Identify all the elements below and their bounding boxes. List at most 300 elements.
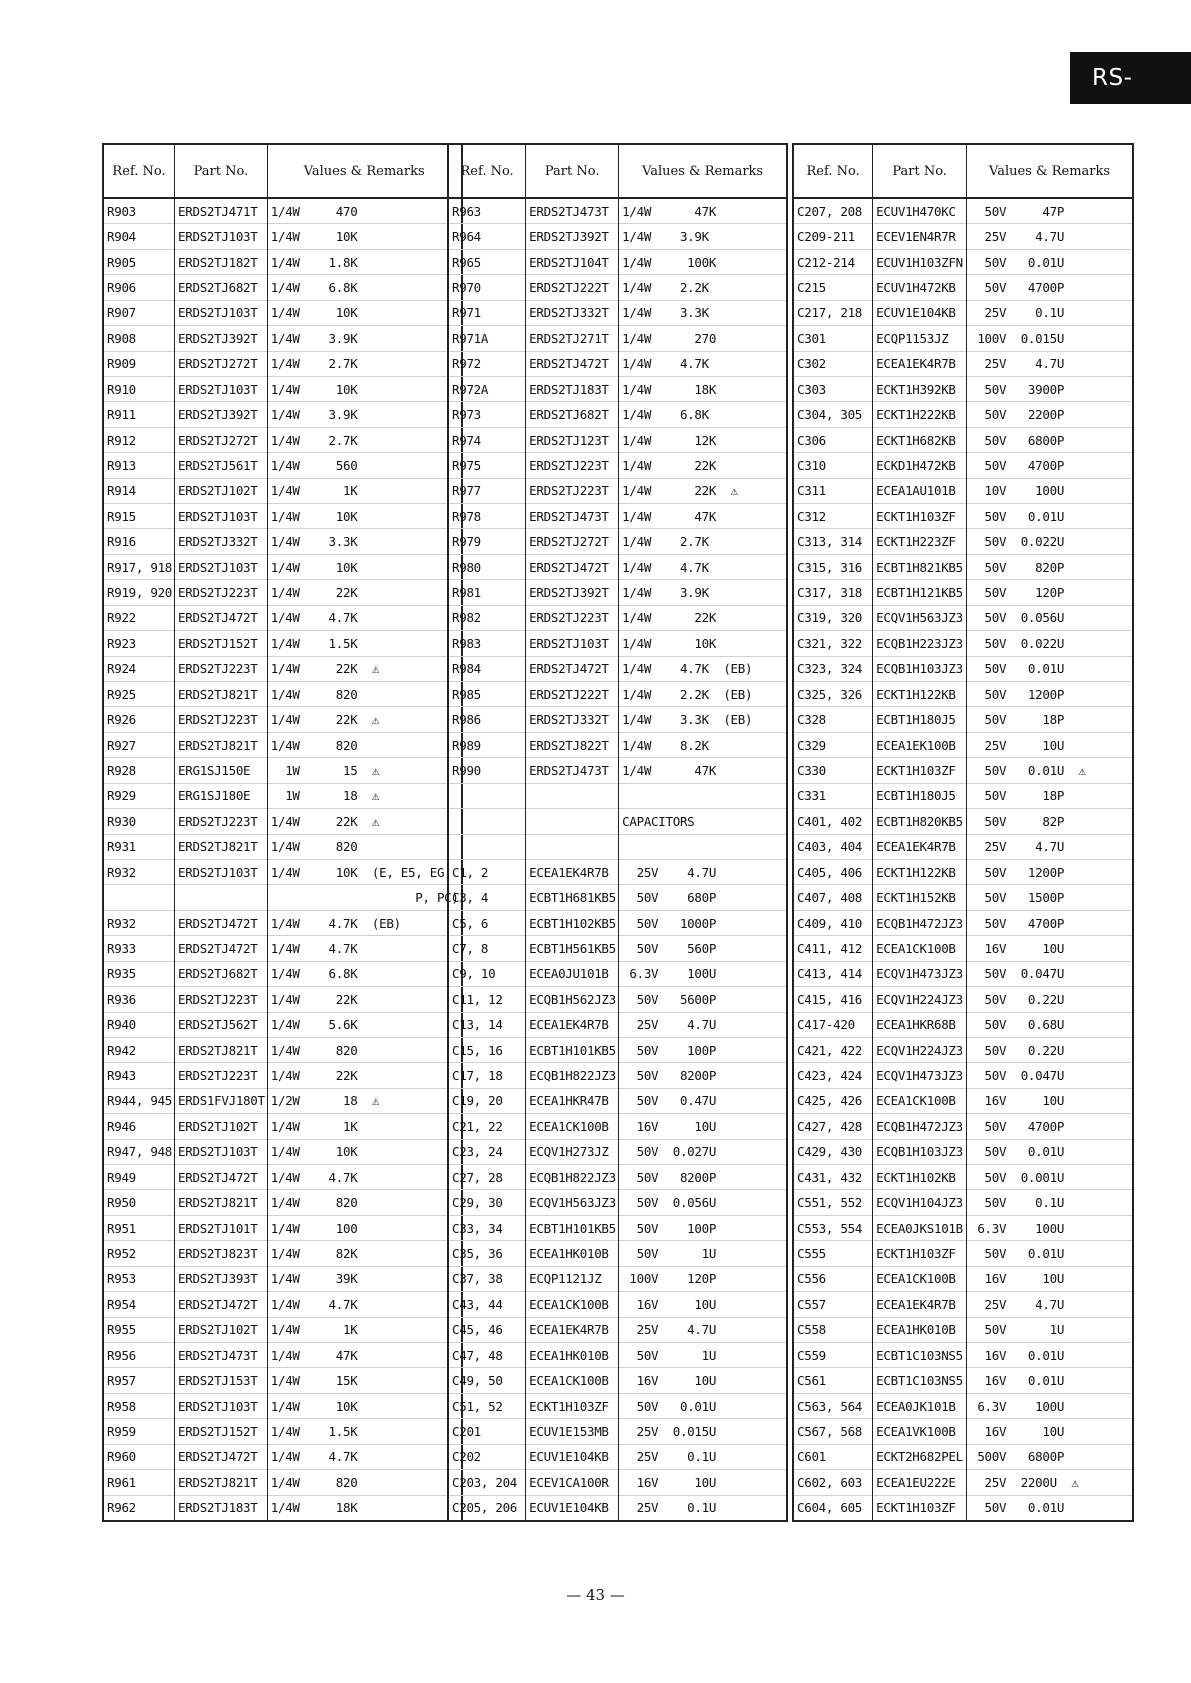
value-remarks-cell: 1/4W 2.7K <box>619 529 787 554</box>
value-remarks-cell: 25V 4.7U <box>967 834 1133 859</box>
table-row <box>793 300 1133 325</box>
part-no-cell: ERDS2TJ222T <box>526 275 619 300</box>
table-row <box>448 1292 787 1317</box>
table-row <box>448 376 787 401</box>
table-row <box>448 605 787 630</box>
part-no-cell: ECQB1H472JZ3 <box>873 910 967 935</box>
table-row <box>448 987 787 1012</box>
ref-no-cell: C409, 410 <box>793 910 873 935</box>
table-row <box>793 1470 1133 1495</box>
ref-no-cell: C559 <box>793 1342 873 1367</box>
value-remarks-cell: 25V 0.1U <box>967 300 1133 325</box>
ref-no-cell: C19, 20 <box>448 1088 526 1113</box>
ref-no-cell: C421, 422 <box>793 1037 873 1062</box>
part-no-cell: ERDS2TJ272T <box>175 427 268 452</box>
table-row <box>448 859 787 884</box>
part-no-cell: ERDS2TJ103T <box>175 504 268 529</box>
part-no-cell: ECQB1H103JZ3 <box>873 1139 967 1164</box>
table-row <box>103 859 462 884</box>
part-no-cell: ECQB1H223JZ3 <box>873 631 967 656</box>
ref-no-cell: C207, 208 <box>793 198 873 224</box>
ref-no-cell: C329 <box>793 732 873 757</box>
value-remarks-cell: 100V 120P <box>619 1266 787 1291</box>
value-remarks-cell: 50V 0.01U <box>967 1495 1133 1521</box>
page-number: — 43 — <box>566 1586 625 1604</box>
value-remarks-cell: 50V 1500P <box>967 885 1133 910</box>
table-row <box>103 1012 462 1037</box>
part-no-cell: ERDS2TJ332T <box>526 300 619 325</box>
value-remarks-cell: 1/4W 4.7K <box>267 605 461 630</box>
ref-no-cell: R940 <box>103 1012 175 1037</box>
table-row <box>103 1165 462 1190</box>
table-row <box>448 1241 787 1266</box>
ref-no-cell: R965 <box>448 249 526 274</box>
table-row <box>793 249 1133 274</box>
part-no-cell: ERDS2TJ821T <box>175 1470 268 1495</box>
value-remarks-cell: 50V 1U <box>967 1317 1133 1342</box>
part-no-cell: ECUV1H470KC <box>873 198 967 224</box>
value-remarks-cell: 1/4W 4.7K <box>619 554 787 579</box>
ref-no-cell: C13, 14 <box>448 1012 526 1037</box>
table-row <box>793 1495 1133 1521</box>
table-row <box>448 249 787 274</box>
ref-no-cell: C602, 603 <box>793 1470 873 1495</box>
value-remarks-cell: 50V 6800P <box>967 427 1133 452</box>
table-row <box>793 1190 1133 1215</box>
table-row <box>793 605 1133 630</box>
parts-table-left <box>102 143 463 1522</box>
value-remarks-cell: 25V 0.1U <box>619 1495 787 1521</box>
table-row <box>103 936 462 961</box>
table-row <box>448 1139 787 1164</box>
table-row <box>448 478 787 503</box>
part-no-cell: ECEA1AU101B <box>873 478 967 503</box>
value-remarks-cell: 6.3V 100U <box>967 1393 1133 1418</box>
part-no-cell: ERDS2TJ392T <box>175 402 268 427</box>
value-remarks-cell: 16V 10U <box>619 1292 787 1317</box>
ref-no-cell <box>103 885 175 910</box>
part-no-cell: ERDS2TJ182T <box>175 249 268 274</box>
value-remarks-cell: 1/4W 10K <box>267 224 461 249</box>
table-row <box>448 1419 787 1444</box>
ref-no-cell <box>448 834 526 859</box>
part-no-cell: ECBT1H821KB5 <box>873 554 967 579</box>
value-remarks-cell: 16V 0.01U <box>967 1368 1133 1393</box>
part-no-cell: ERDS2TJ472T <box>175 936 268 961</box>
table-row <box>448 936 787 961</box>
value-remarks-cell: 1/4W 10K <box>267 300 461 325</box>
part-no-cell: ECEA0JK101B <box>873 1393 967 1418</box>
table-row <box>448 732 787 757</box>
table-row <box>103 224 462 249</box>
value-remarks-cell: 25V 0.1U <box>619 1444 787 1469</box>
table-row <box>448 1190 787 1215</box>
table-row <box>793 224 1133 249</box>
table-row <box>103 809 462 834</box>
part-no-cell: ERDS2TJ561T <box>175 453 268 478</box>
table-row <box>793 859 1133 884</box>
ref-no-cell: C405, 406 <box>793 859 873 884</box>
header-ref-no: Ref. No. <box>103 144 175 198</box>
table-row <box>793 834 1133 859</box>
part-no-cell: ERDS2TJ392T <box>526 580 619 605</box>
table-row <box>103 834 462 859</box>
ref-no-cell: R949 <box>103 1165 175 1190</box>
table-row <box>793 1444 1133 1469</box>
value-remarks-cell: 1W 15 ⚠ <box>267 758 461 783</box>
table-row <box>793 275 1133 300</box>
part-no-cell: ERDS2TJ682T <box>526 402 619 427</box>
ref-no-cell: C301 <box>793 326 873 351</box>
table-row <box>793 554 1133 579</box>
part-no-cell: ERDS2TJ183T <box>526 376 619 401</box>
value-remarks-cell: 1/4W 3.9K <box>619 580 787 605</box>
ref-no-cell: C415, 416 <box>793 987 873 1012</box>
table-row <box>448 275 787 300</box>
table-row <box>103 554 462 579</box>
table-row <box>103 376 462 401</box>
part-no-cell: ECQV1H224JZ3 <box>873 987 967 1012</box>
value-remarks-cell: 50V 3900P <box>967 376 1133 401</box>
value-remarks-cell: 50V 4700P <box>967 453 1133 478</box>
part-no-cell: ERDS2TJ223T <box>526 478 619 503</box>
model-badge: RS-B555 <box>1070 52 1191 104</box>
part-no-cell: ERDS2TJ103T <box>175 554 268 579</box>
part-no-cell: ECEA1VK100B <box>873 1419 967 1444</box>
ref-no-cell: C321, 322 <box>793 631 873 656</box>
value-remarks-cell: 100V 0.015U <box>967 326 1133 351</box>
part-no-cell: ERDS2TJ562T <box>175 1012 268 1037</box>
ref-no-cell: R986 <box>448 707 526 732</box>
ref-no-cell: C43, 44 <box>448 1292 526 1317</box>
table-row <box>448 1470 787 1495</box>
ref-no-cell: R982 <box>448 605 526 630</box>
part-no-cell: ERDS2TJ473T <box>526 504 619 529</box>
table-row <box>793 1317 1133 1342</box>
ref-no-cell: R933 <box>103 936 175 961</box>
part-no-cell: ECBT1C103NS5 <box>873 1342 967 1367</box>
value-remarks-cell: 1W 18 ⚠ <box>267 783 461 808</box>
ref-no-cell: R924 <box>103 656 175 681</box>
part-no-cell: ERDS2TJ332T <box>526 707 619 732</box>
table-row <box>793 1292 1133 1317</box>
value-remarks-cell: 50V 0.001U <box>967 1165 1133 1190</box>
value-remarks-cell: 1/4W 1.5K <box>267 1419 461 1444</box>
table-row <box>793 910 1133 935</box>
value-remarks-cell: 1/4W 270 <box>619 326 787 351</box>
value-remarks-cell: 1/4W 1K <box>267 1114 461 1139</box>
ref-no-cell: C557 <box>793 1292 873 1317</box>
value-remarks-cell: 1/4W 47K <box>619 758 787 783</box>
value-remarks-cell: 1/4W 22K ⚠ <box>267 656 461 681</box>
ref-no-cell: C215 <box>793 275 873 300</box>
value-remarks-cell: 1/4W 18K <box>619 376 787 401</box>
part-no-cell: ERDS2TJ332T <box>175 529 268 554</box>
value-remarks-cell: 50V 100P <box>619 1215 787 1240</box>
part-no-cell: ERDS2TJ473T <box>526 198 619 224</box>
table-row <box>448 758 787 783</box>
part-no-cell: ERDS2TJ103T <box>526 631 619 656</box>
table-row <box>448 1368 787 1393</box>
part-no-cell: ECKT2H682PEL <box>873 1444 967 1469</box>
value-remarks-cell: 1/4W 4.7K (EB) <box>267 910 461 935</box>
ref-no-cell: R974 <box>448 427 526 452</box>
ref-no-cell: R904 <box>103 224 175 249</box>
ref-no-cell: R925 <box>103 682 175 707</box>
part-no-cell: ECUV1E104KB <box>526 1495 619 1521</box>
part-no-cell: ECKT1H122KB <box>873 682 967 707</box>
part-no-cell: ERDS2TJ472T <box>526 656 619 681</box>
part-no-cell: ECBT1H681KB5 <box>526 885 619 910</box>
ref-no-cell: C407, 408 <box>793 885 873 910</box>
value-remarks-cell: 50V 1200P <box>967 682 1133 707</box>
ref-no-cell: R908 <box>103 326 175 351</box>
table-row <box>103 326 462 351</box>
value-remarks-cell: 25V 4.7U <box>619 1317 787 1342</box>
value-remarks-cell: 50V 100P <box>619 1037 787 1062</box>
value-remarks-cell: 1/4W 22K ⚠ <box>619 478 787 503</box>
ref-no-cell: C1, 2 <box>448 859 526 884</box>
value-remarks-cell: 50V 0.22U <box>967 1037 1133 1062</box>
part-no-cell: ERDS2TJ101T <box>175 1215 268 1240</box>
value-remarks-cell: 1/4W 4.7K <box>267 1165 461 1190</box>
part-no-cell: ECEA1EK4R7B <box>526 859 619 884</box>
part-no-cell <box>526 809 619 834</box>
value-remarks-cell: 1/4W 820 <box>267 682 461 707</box>
ref-no-cell: C23, 24 <box>448 1139 526 1164</box>
value-remarks-cell: 1/4W 3.9K <box>267 402 461 427</box>
ref-no-cell: C205, 206 <box>448 1495 526 1521</box>
ref-no-cell: R975 <box>448 453 526 478</box>
table-row <box>103 249 462 274</box>
table-row <box>103 987 462 1012</box>
table-row <box>103 1495 462 1521</box>
ref-no-cell: C553, 554 <box>793 1215 873 1240</box>
table-row <box>448 1342 787 1367</box>
value-remarks-cell: 16V 10U <box>967 936 1133 961</box>
value-remarks-cell: 1/4W 100K <box>619 249 787 274</box>
value-remarks-cell: 1/4W 2.7K <box>267 427 461 452</box>
part-no-cell: ERDS2TJ823T <box>175 1241 268 1266</box>
table-row <box>103 504 462 529</box>
part-no-cell: ECEA1HK010B <box>526 1342 619 1367</box>
ref-no-cell: R959 <box>103 1419 175 1444</box>
part-no-cell: ERDS2TJ223T <box>175 1063 268 1088</box>
value-remarks-cell: 50V 1U <box>619 1241 787 1266</box>
table-row <box>793 198 1133 224</box>
part-no-cell: ECEV1CA100R <box>526 1470 619 1495</box>
table-row <box>448 1063 787 1088</box>
value-remarks-cell: 1/4W 3.3K (EB) <box>619 707 787 732</box>
ref-no-cell: C304, 305 <box>793 402 873 427</box>
part-no-cell: ECKT1H222KB <box>873 402 967 427</box>
value-remarks-cell: 50V 1000P <box>619 910 787 935</box>
table-row <box>448 834 787 859</box>
value-remarks-cell: 1/4W 820 <box>267 1190 461 1215</box>
value-remarks-cell: 500V 6800P <box>967 1444 1133 1469</box>
part-no-cell: ECEA1CK100B <box>873 1266 967 1291</box>
ref-no-cell: R905 <box>103 249 175 274</box>
part-no-cell: ECQV1H563JZ3 <box>873 605 967 630</box>
part-no-cell: ECEA1EK100B <box>873 732 967 757</box>
part-no-cell: ECEA1EK4R7B <box>873 351 967 376</box>
value-remarks-cell: 1/4W 47K <box>619 198 787 224</box>
part-no-cell: ERDS2TJ472T <box>175 1165 268 1190</box>
ref-no-cell: C3, 4 <box>448 885 526 910</box>
value-remarks-cell: 25V 4.7U <box>967 224 1133 249</box>
ref-no-cell: R946 <box>103 1114 175 1139</box>
part-no-cell: ERDS2TJ103T <box>175 859 268 884</box>
table-row <box>448 1114 787 1139</box>
value-remarks-cell: 1/4W 10K <box>267 1393 461 1418</box>
ref-no-cell: C315, 316 <box>793 554 873 579</box>
part-no-cell: ECBT1H180J5 <box>873 783 967 808</box>
table-row <box>793 1342 1133 1367</box>
ref-no-cell: C567, 568 <box>793 1419 873 1444</box>
ref-no-cell: R944, 945 <box>103 1088 175 1113</box>
part-no-cell: ERDS2TJ103T <box>175 1139 268 1164</box>
value-remarks-cell: 1/4W 6.8K <box>267 961 461 986</box>
part-no-cell: ECUV1E153MB <box>526 1419 619 1444</box>
part-no-cell: ECEA0JKS101B <box>873 1215 967 1240</box>
table-row <box>103 885 462 910</box>
part-no-cell <box>526 834 619 859</box>
table-row <box>103 351 462 376</box>
part-no-cell: ECEA1CK100B <box>873 936 967 961</box>
header-values-remarks: Values & Remarks <box>967 144 1133 198</box>
table-row <box>448 1266 787 1291</box>
ref-no-cell: C21, 22 <box>448 1114 526 1139</box>
ref-no-cell: C15, 16 <box>448 1037 526 1062</box>
table-row <box>793 1037 1133 1062</box>
value-remarks-cell: 1/4W 4.7K <box>267 936 461 961</box>
table-row <box>103 453 462 478</box>
ref-no-cell: R927 <box>103 732 175 757</box>
ref-no-cell: R915 <box>103 504 175 529</box>
ref-no-cell: R954 <box>103 1292 175 1317</box>
part-no-cell: ECKT1H103ZF <box>873 1241 967 1266</box>
part-no-cell: ECUV1E104KB <box>526 1444 619 1469</box>
ref-no-cell: R950 <box>103 1190 175 1215</box>
part-no-cell: ERDS2TJ821T <box>175 1190 268 1215</box>
value-remarks-cell: 50V 0.01U <box>619 1393 787 1418</box>
value-remarks-cell: 16V 10U <box>967 1088 1133 1113</box>
value-remarks-cell: 6.3V 100U <box>967 1215 1133 1240</box>
part-no-cell: ERDS1FVJ180T <box>175 1088 268 1113</box>
part-no-cell: ECUV1H103ZFN <box>873 249 967 274</box>
value-remarks-cell: 25V 0.015U <box>619 1419 787 1444</box>
part-no-cell <box>526 783 619 808</box>
table-row <box>793 885 1133 910</box>
table-row <box>793 1165 1133 1190</box>
part-no-cell: ECEA1EU222E <box>873 1470 967 1495</box>
part-no-cell: ERG1SJ150E <box>175 758 268 783</box>
table-row <box>103 1215 462 1240</box>
value-remarks-cell: 1/4W 1K <box>267 478 461 503</box>
table-row <box>103 732 462 757</box>
ref-no-cell: R929 <box>103 783 175 808</box>
part-no-cell: ECQV1H473JZ3 <box>873 961 967 986</box>
ref-no-cell: R928 <box>103 758 175 783</box>
value-remarks-cell: 1/4W 1.8K <box>267 249 461 274</box>
header-part-no: Part No. <box>526 144 619 198</box>
value-remarks-cell: 25V 4.7U <box>619 859 787 884</box>
part-no-cell: ECEA1EK4R7B <box>526 1012 619 1037</box>
table-row <box>793 1012 1133 1037</box>
table-row <box>103 198 462 224</box>
table-row <box>103 707 462 732</box>
part-no-cell: ECKT1H102KB <box>873 1165 967 1190</box>
value-remarks-cell: 50V 820P <box>967 554 1133 579</box>
table-row <box>793 1215 1133 1240</box>
ref-no-cell: C556 <box>793 1266 873 1291</box>
part-no-cell: ERDS2TJ472T <box>526 554 619 579</box>
part-no-cell: ERDS2TJ103T <box>175 376 268 401</box>
header-ref-no: Ref. No. <box>448 144 526 198</box>
value-remarks-cell: 1/4W 560 <box>267 453 461 478</box>
value-remarks-cell: 1/4W 15K <box>267 1368 461 1393</box>
table-row <box>103 1114 462 1139</box>
table-row <box>448 1317 787 1342</box>
table-row <box>448 1495 787 1521</box>
value-remarks-cell <box>619 834 787 859</box>
value-remarks-cell: 50V 47P <box>967 198 1133 224</box>
table-row <box>448 1012 787 1037</box>
ref-no-cell: R960 <box>103 1444 175 1469</box>
part-no-cell: ECKD1H472KB <box>873 453 967 478</box>
part-no-cell: ERDS2TJ472T <box>526 351 619 376</box>
part-no-cell: ECBT1H102KB5 <box>526 910 619 935</box>
part-no-cell: ERDS2TJ223T <box>175 987 268 1012</box>
part-no-cell: ERDS2TJ392T <box>526 224 619 249</box>
ref-no-cell: C311 <box>793 478 873 503</box>
ref-no-cell: R970 <box>448 275 526 300</box>
header-ref-no: Ref. No. <box>793 144 873 198</box>
value-remarks-cell: 1/4W 3.9K <box>267 326 461 351</box>
value-remarks-cell: 1/4W 10K <box>619 631 787 656</box>
table-row <box>448 198 787 224</box>
table-row <box>103 783 462 808</box>
ref-no-cell: R917, 918 <box>103 554 175 579</box>
value-remarks-cell: 50V 0.22U <box>967 987 1133 1012</box>
value-remarks-cell: 1/4W 470 <box>267 198 461 224</box>
part-no-cell: ERDS2TJ103T <box>175 224 268 249</box>
part-no-cell: ECKT1H223ZF <box>873 529 967 554</box>
value-remarks-cell: 16V 10U <box>619 1114 787 1139</box>
value-remarks-cell: 1/4W 18K <box>267 1495 461 1521</box>
ref-no-cell: R913 <box>103 453 175 478</box>
table-row <box>103 1241 462 1266</box>
ref-no-cell: C417-420 <box>793 1012 873 1037</box>
part-no-cell: ERDS2TJ271T <box>526 326 619 351</box>
table-row <box>448 351 787 376</box>
table-row <box>103 682 462 707</box>
table-row <box>448 1215 787 1240</box>
part-no-cell: ERDS2TJ682T <box>175 961 268 986</box>
value-remarks-cell: 25V 2200U ⚠ <box>967 1470 1133 1495</box>
part-no-cell: ECQB1H562JZ3 <box>526 987 619 1012</box>
ref-no-cell: C302 <box>793 351 873 376</box>
table-row <box>103 1190 462 1215</box>
ref-no-cell: C313, 314 <box>793 529 873 554</box>
ref-no-cell: C328 <box>793 707 873 732</box>
ref-no-cell: C203, 204 <box>448 1470 526 1495</box>
ref-no-cell: R903 <box>103 198 175 224</box>
table-row <box>793 326 1133 351</box>
table-row <box>103 1292 462 1317</box>
value-remarks-cell: 50V 0.027U <box>619 1139 787 1164</box>
table-row <box>448 1393 787 1418</box>
